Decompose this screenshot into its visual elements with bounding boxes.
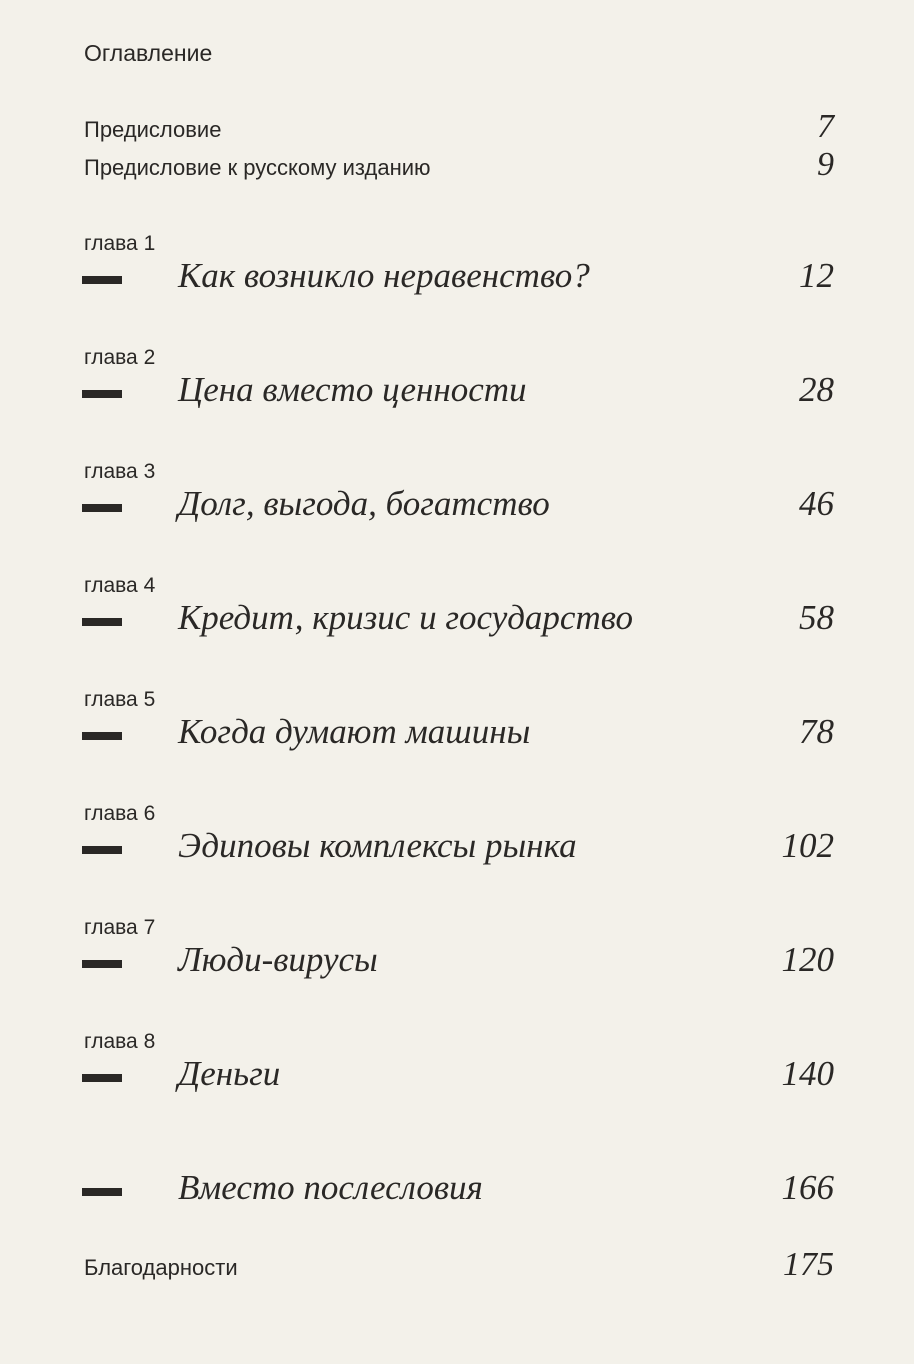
chapter-page: 28 (799, 370, 834, 409)
toc-entry-afterword (82, 1168, 834, 1212)
entry-label: Предисловие (84, 117, 222, 142)
afterword-title: Вместо послесловия (178, 1168, 483, 1207)
dash-marker (82, 390, 122, 398)
toc-entry-chapter-8 (82, 1054, 834, 1098)
chapter-page: 58 (799, 598, 834, 637)
chapter-label: глава 5 (84, 688, 156, 711)
chapter-title: Когда думают машины (178, 712, 531, 751)
chapter-page: 120 (781, 940, 834, 979)
chapter-page: 46 (799, 484, 834, 523)
chapter-title: Кредит, кризис и государство (178, 598, 633, 637)
toc-entry-chapter-5 (82, 712, 834, 756)
toc-entry-chapter-2 (82, 370, 834, 414)
chapter-title: Люди-вирусы (178, 940, 378, 979)
chapter-label: глава 4 (84, 574, 156, 597)
toc-heading: Оглавление (84, 40, 213, 66)
dash-marker (82, 618, 122, 626)
dash-marker (82, 504, 122, 512)
entry-page: 9 (817, 146, 834, 183)
entry-label: Предисловие к русскому изданию (84, 155, 431, 180)
toc-entry-chapter-1 (82, 256, 834, 300)
chapter-label: глава 2 (84, 346, 156, 369)
chapter-title: Деньги (178, 1054, 281, 1093)
chapter-page: 78 (799, 712, 834, 751)
dash-marker (82, 732, 122, 740)
entry-label: Благодарности (84, 1255, 238, 1280)
chapter-title: Как возникло неравенство? (178, 256, 590, 295)
toc-entry-preface-russian (84, 146, 834, 184)
chapter-title: Эдиповы комплексы рынка (178, 826, 577, 865)
chapter-page: 12 (799, 256, 834, 295)
chapter-label: глава 1 (84, 232, 156, 255)
toc-entry-chapter-3 (82, 484, 834, 528)
afterword-page: 166 (781, 1168, 834, 1207)
dash-marker (82, 276, 122, 284)
chapter-page: 102 (781, 826, 834, 865)
entry-page: 175 (783, 1246, 834, 1283)
toc-entry-chapter-4 (82, 598, 834, 642)
dash-marker (82, 1188, 122, 1196)
dash-marker (82, 1074, 122, 1082)
toc-entry-chapter-7 (82, 940, 834, 984)
chapter-label: глава 3 (84, 460, 156, 483)
entry-page: 7 (817, 108, 834, 145)
dash-marker (82, 846, 122, 854)
chapter-title: Цена вместо ценности (178, 370, 527, 409)
dash-marker (82, 960, 122, 968)
chapter-label: глава 8 (84, 1030, 156, 1053)
chapter-label: глава 7 (84, 916, 156, 939)
chapter-label: глава 6 (84, 802, 156, 825)
toc-entry-preface (84, 108, 834, 146)
chapter-page: 140 (781, 1054, 834, 1093)
chapter-title: Долг, выгода, богатство (178, 484, 550, 523)
toc-entry-chapter-6 (82, 826, 834, 870)
toc-entry-acknowledgements (84, 1246, 834, 1284)
